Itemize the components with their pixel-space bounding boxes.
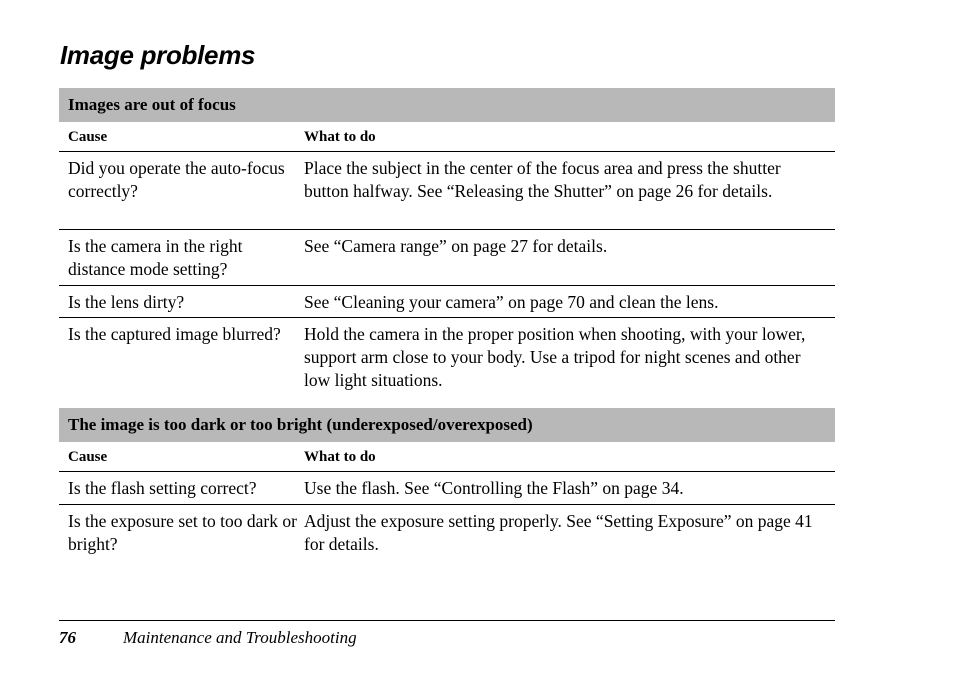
column-header-what-to-do: What to do: [304, 129, 376, 145]
action-cell: See “Camera range” on page 27 for details.: [304, 236, 608, 256]
page-number: 76: [59, 628, 76, 647]
column-headers: [59, 442, 835, 472]
cause-cell: Is the lens dirty?: [68, 292, 185, 312]
page-title: Image problems: [60, 40, 256, 70]
section-header: Images are out of focus: [59, 88, 835, 122]
action-cell: Adjust the exposure setting properly. See “Setting Exposure” on page 41 for details.: [304, 511, 813, 554]
table-row: [59, 230, 835, 286]
cause-cell: Is the flash setting correct?: [68, 478, 257, 498]
table-row: [59, 286, 835, 318]
cause-cell: Is the exposure set to too dark or bright?: [68, 511, 297, 554]
cause-cell: Did you operate the auto-focus correctly?: [68, 158, 285, 201]
section-header: The image is too dark or too bright (underexposed/overexposed): [59, 408, 835, 442]
action-cell: See “Cleaning your camera” on page 70 and clean the lens.: [304, 292, 719, 312]
action-cell: Use the flash. See “Controlling the Flash” on page 34.: [304, 478, 684, 498]
table-row: [59, 472, 835, 505]
table-row: [59, 318, 835, 396]
column-header-cause: Cause: [68, 129, 108, 145]
cause-cell: Is the camera in the right distance mode setting?: [68, 236, 243, 279]
section-exposure: [59, 408, 835, 561]
table-row: [59, 505, 835, 561]
column-headers: [59, 122, 835, 152]
column-header-what-to-do: What to do: [304, 449, 376, 465]
page-footer: [59, 620, 835, 648]
column-header-cause: Cause: [68, 449, 108, 465]
section-out-of-focus: [59, 88, 835, 396]
table-row: [59, 152, 835, 230]
cause-cell: Is the captured image blurred?: [68, 324, 281, 344]
action-cell: Place the subject in the center of the focus area and press the shutter button halfway. See “Releasing the Shutter” on page 26 for details.: [304, 158, 781, 201]
action-cell: Hold the camera in the proper position when shooting, with your lower, support arm close to your body. Use a tripod for night scenes and other low light situations.: [304, 324, 806, 390]
chapter-title: Maintenance and Troubleshooting: [123, 628, 357, 647]
